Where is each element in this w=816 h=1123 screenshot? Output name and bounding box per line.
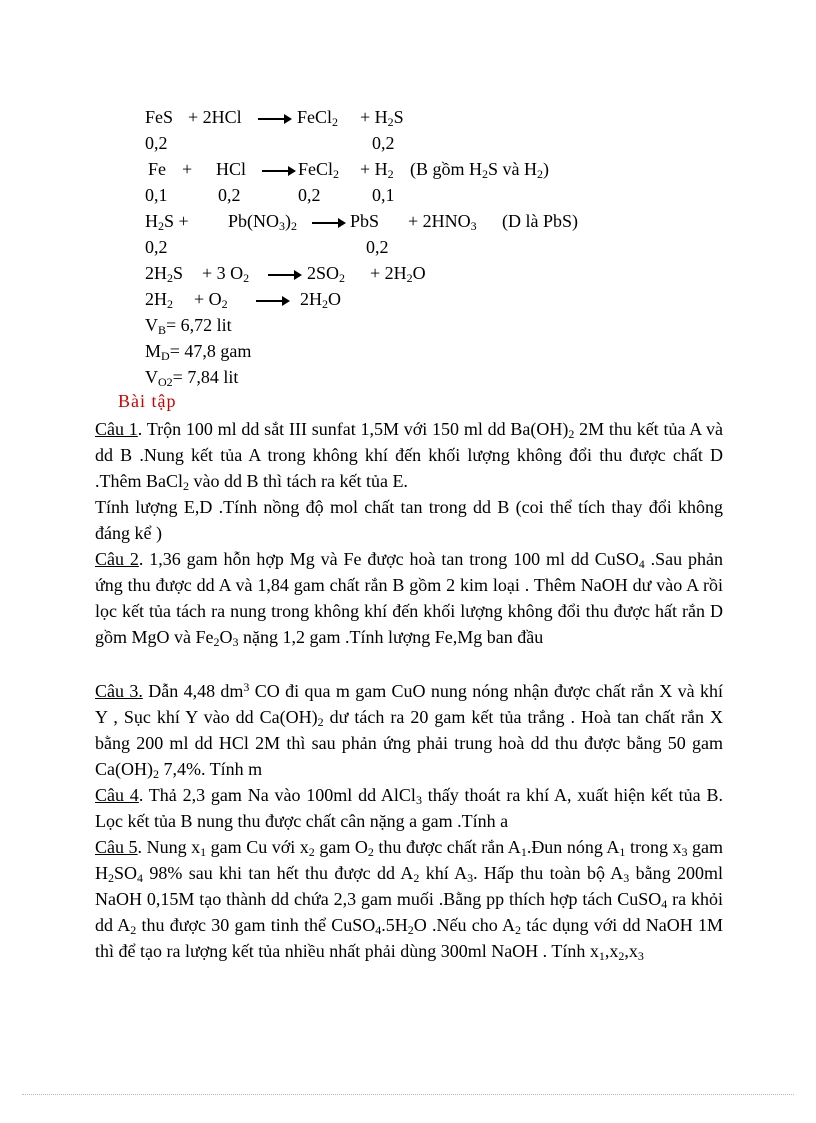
result-vo2: $V_{O2}= 7,84$ lit xyxy=(145,367,239,389)
r3-reactant2: $Pb(NO_3)_2$ xyxy=(228,211,298,233)
r1-product2: + $H_2S$ xyxy=(360,107,404,129)
r5-reactant2: + $O_2$ xyxy=(194,289,228,311)
r3-reactant1: $H_2S$ + xyxy=(145,211,189,233)
result-md: $M_D= 47,8$ gam xyxy=(145,341,252,363)
r3-coef-right: 0,2 xyxy=(366,237,389,257)
question-3: Câu 3. Dẫn 4,48 $dm^3$ CO đi qua m gam CuO nung nóng nhận được chất rắn X và khí Y , Sục khí Y vào dd $Ca(OH)_2$ dư tách ra 20 gam kết tủa trắng . Hoà tan chất rắn X bằng 200 ml dd HCl 2M thì sau phản ứng phải trung hoà dd thu được bằng 50 gam $Ca(OH)_2$ 7,4%. Tính m xyxy=(95,680,723,781)
r5-product1: $2H_2O$ xyxy=(300,289,341,311)
r1-arrow-icon xyxy=(258,104,290,130)
r1-reactant1: FeS xyxy=(145,107,174,127)
question-5: Câu 5. Nung $x_1$ gam Cu với $x_2$ gam $O_2$ thu được chất rắn $A_1.Đun$ nóng $A_1$ trong $x_3$ gam $H_2SO_4$ 98% sau khi tan hết thu được dd $A_2$ khí $A_3$. Hấp thu toàn bộ $A_3$ bằng 200ml NaOH 0,15M tạo thành dd chứa 2,3 gam muối .Bằng pp thích hợp tách CuSO$_4$ ra khỏi dd $A_2$ thu được 30 gam tinh thể $CuSO_4.5H_2O$ .Nếu cho $A_2$ tác dụng với dd NaOH 1M thì để tạo ra lượng kết tủa nhiều nhất phải dùng 300ml NaOH . Tính $x_1,x_2,x_3$ xyxy=(95,837,724,963)
r4-reactant2: + 3 $O_2$ xyxy=(202,263,250,285)
r1-coef-left: 0,2 xyxy=(145,133,168,153)
r2-product1: FeCl$_2$ xyxy=(298,159,340,181)
r1-reactant2: + 2HCl xyxy=(188,107,242,127)
r2-coef-a: 0,1 xyxy=(145,185,168,205)
r4-product2: + $2H_2O$ xyxy=(370,263,426,285)
r2-plus: + xyxy=(182,159,193,179)
r2-reactant2: HCl xyxy=(216,159,247,179)
r4-arrow-icon xyxy=(268,260,300,286)
r2-arrow-icon xyxy=(262,156,294,182)
r2-product2: + $H_2$ xyxy=(360,159,394,181)
r5-arrow-icon xyxy=(256,286,288,312)
r5-reactant1: $2H_2$ xyxy=(145,289,173,311)
result-vb: $V_B= 6,72$ lit xyxy=(145,315,232,337)
r4-product1: $2SO_2$ xyxy=(307,263,346,285)
r2-note: (B gồm $H_2S$ và $H_2$) xyxy=(410,159,549,181)
question-2-label: Câu 2 xyxy=(95,549,139,569)
r2-coef-c: 0,2 xyxy=(298,185,321,205)
r2-coef-d: 0,1 xyxy=(372,185,395,205)
question-3-label: Câu 3. xyxy=(95,681,143,701)
r2-coef-b: 0,2 xyxy=(218,185,241,205)
question-4: Câu 4. Thả 2,3 gam Na vào 100ml dd AlCl$_3$ thấy thoát ra khí A, xuất hiện kết tủa B. Lọc kết tủa B nung thu được chất cân nặng a gam .Tính a xyxy=(95,785,723,831)
page-footer-divider xyxy=(22,1094,794,1095)
question-1: Câu 1. Trộn 100 ml dd sắt III sunfat 1,5M với 150 ml dd $Ba(OH)_2$ 2M thu kết tủa A và dd B .Nung kết tủa A trong không khí đến khối lượng không đổi thu được chất D .Thêm BaCl$_2$ vào dd B thì tách ra kết tủa E. xyxy=(95,419,723,493)
r3-product2: + $2HNO_3$ xyxy=(408,211,477,233)
r2-reactant1: Fe xyxy=(148,159,166,179)
question-5-label: Câu 5 xyxy=(95,837,138,857)
section-title: Bài tập xyxy=(118,391,177,411)
r3-coef-left: 0,2 xyxy=(145,237,168,257)
r1-coef-right: 0,2 xyxy=(372,133,395,153)
question-1-label: Câu 1 xyxy=(95,419,138,439)
question-4-label: Câu 4 xyxy=(95,785,139,805)
question-1-line2: Tính lượng E,D .Tính nồng độ mol chất tan trong dd B (coi thể tích thay đổi không đáng kể ) xyxy=(95,497,723,543)
r1-product1: FeCl$_2$ xyxy=(297,107,339,129)
question-2: Câu 2. 1,36 gam hỗn hợp Mg và Fe được hoà tan trong 100 ml dd CuSO$_4$ .Sau phản ứng thu được dd A và 1,84 gam chất rắn B gồm 2 kim loại . Thêm NaOH dư vào A rồi lọc kết tủa tách ra nung trong không khí đến khối lượng không đổi thu được hất rắn D gồm MgO và $Fe_2O_3$ nặng 1,2 gam .Tính lượng Fe,Mg ban đầu xyxy=(95,549,723,649)
r4-reactant1: $2H_2S$ xyxy=(145,263,184,285)
r3-note: (D là PbS) xyxy=(502,211,578,231)
r3-arrow-icon xyxy=(312,208,344,234)
r3-product1: PbS xyxy=(350,211,380,231)
